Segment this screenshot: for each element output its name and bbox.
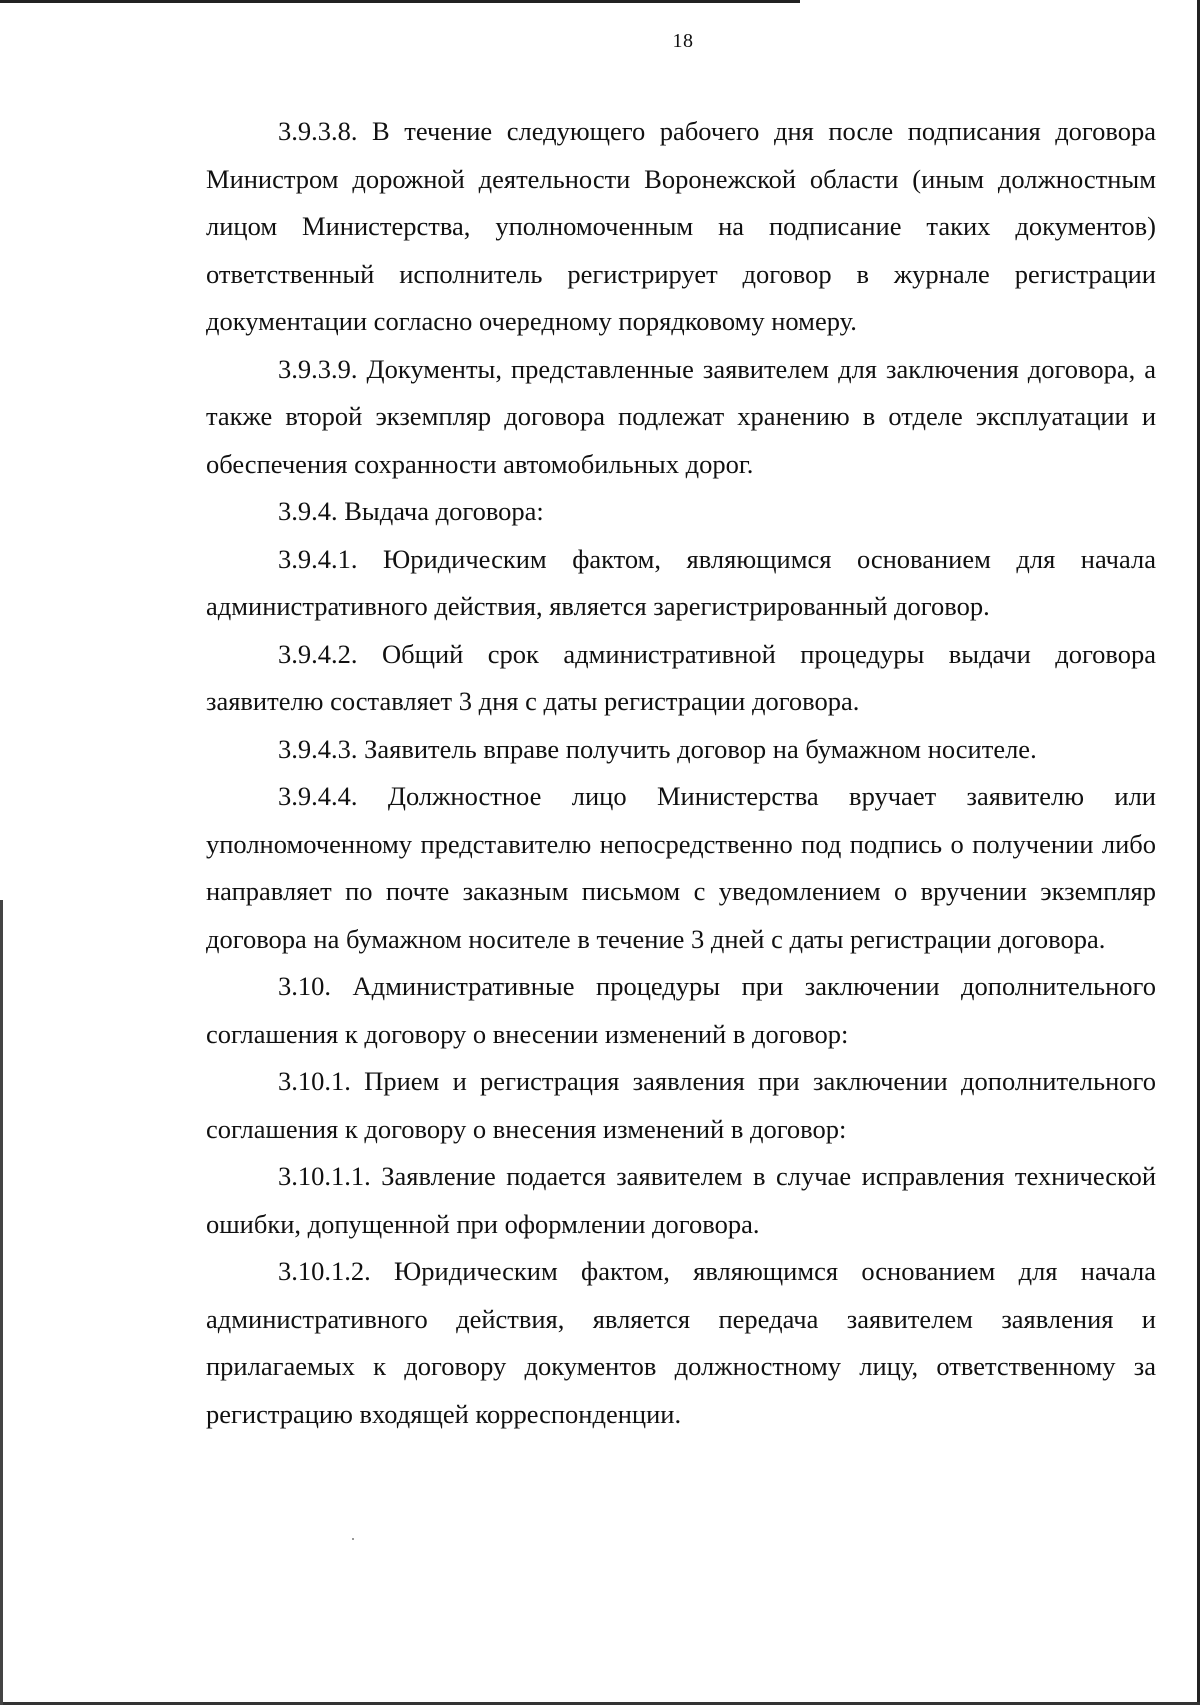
paragraph-3-9-4-3: 3.9.4.3. Заявитель вправе получить договор на бумажном носителе. <box>278 733 1037 764</box>
scan-edge-top <box>0 0 800 3</box>
scan-speck <box>352 1538 354 1540</box>
paragraph-3-9-3-8: 3.9.3.8. В течение следующего рабочего дня после подписания договора Министром дорожной деятельности Воронежской области (иным должностным лицом Министерства, уполномоченным на подписание таких документов) ответственный исполнитель регистрирует договор в журнале регистрации документации согласно очередному порядковому номеру. <box>206 116 1156 336</box>
paragraph-3-10: 3.10. Административные процедуры при заключении дополнительного соглашения к договору о внесении изменений в договор: <box>206 971 1156 1049</box>
page-number: 18 <box>672 30 694 52</box>
paragraph-3-10-1: 3.10.1. Прием и регистрация заявления при заключении дополнительного соглашения к договору о внесения изменений в договор: <box>206 1066 1156 1144</box>
scan-edge-left <box>0 900 3 1705</box>
paragraph-3-9-4-4: 3.9.4.4. Должностное лицо Министерства вручает заявителю или уполномоченному представителю непосредственно под подпись о получении либо направляет по почте заказным письмом с уведомлением о вручении экземпляр договора на бумажном носителе в течение 3 дней с даты регистрации договора. <box>206 781 1156 954</box>
paragraph-3-9-4-1: 3.9.4.1. Юридическим фактом, являющимся основанием для начала административного действия, является зарегистрированный договор. <box>206 543 1156 621</box>
paragraph-3-9-4: 3.9.4. Выдача договора: <box>278 496 544 526</box>
paragraph-3-10-1-1: 3.10.1.1. Заявление подается заявителем в случае исправления технической ошибки, допущенной при оформлении договора. <box>206 1161 1156 1239</box>
document-body <box>206 108 1156 1438</box>
paragraph-3-9-3-9: 3.9.3.9. Документы, представленные заявителем для заключения договора, а также второй экземпляр договора подлежат хранению в отделе эксплуатации и обеспечения сохранности автомобильных дорог. <box>206 353 1156 479</box>
paragraph-3-10-1-2: 3.10.1.2. Юридическим фактом, являющимся основанием для начала административного действия, является передача заявителем заявления и прилагаемых к договору документов должностному лицу, ответственному за регистрацию входящей корреспонденции. <box>206 1256 1156 1429</box>
paragraph-3-9-4-2: 3.9.4.2. Общий срок административной процедуры выдачи договора заявителю составляет 3 дня с даты регистрации договора. <box>206 638 1156 716</box>
